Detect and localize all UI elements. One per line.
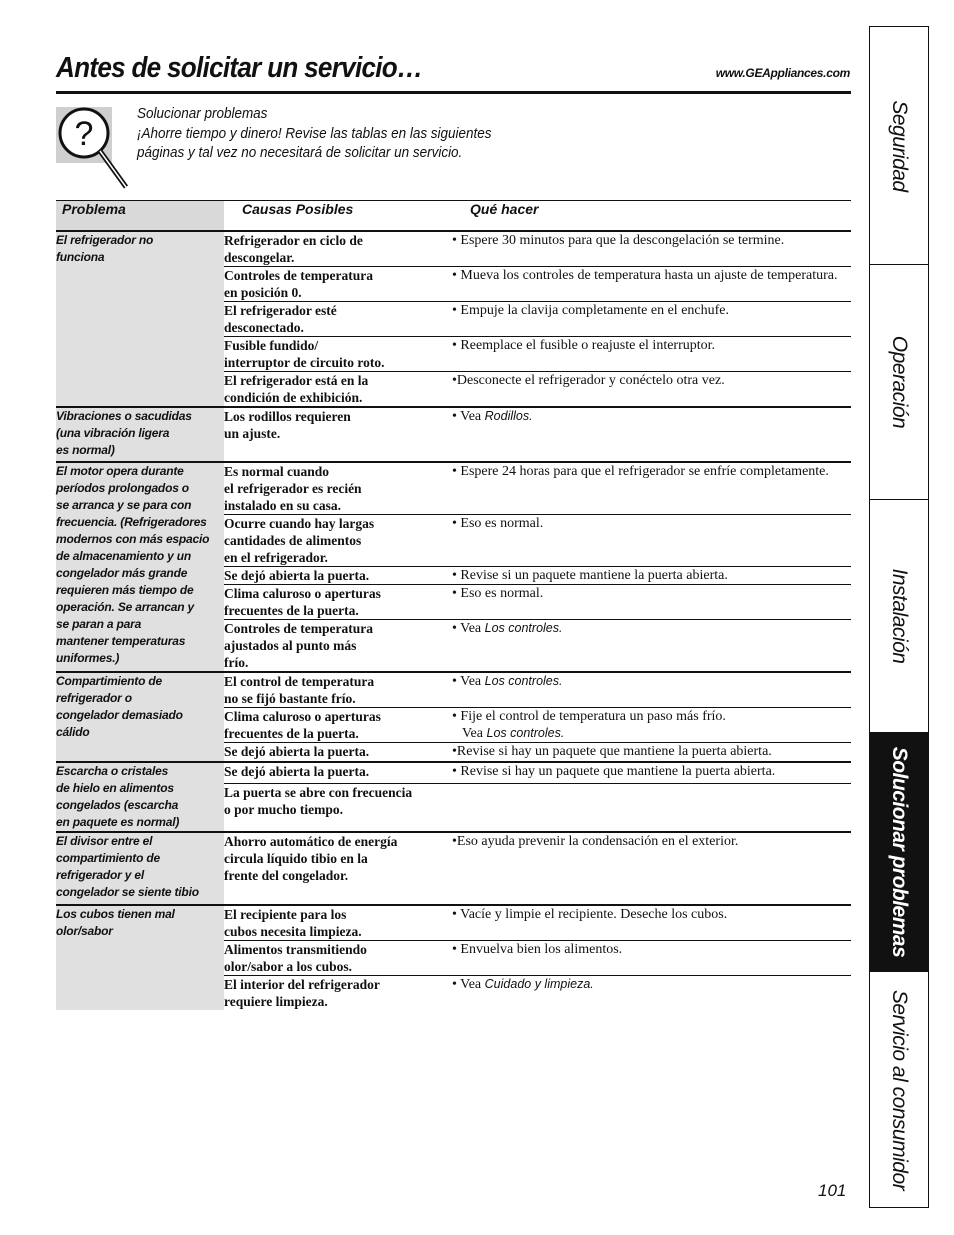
cause-cell: El recipiente para los cubos necesita limpieza. [224,905,452,941]
bullet: • [452,764,461,779]
page-number: 101 [818,1181,847,1200]
header-causes: Causas Posibles [224,201,452,232]
fix-text [452,232,851,249]
problem-cell: El divisor entre el compartimiento de refrigerador y el congelador se siente tibio [56,832,224,905]
fix-cell [452,832,851,905]
table-row [56,762,851,784]
fix-main-text: Vacíe y limpie el recipiente. Deseche los cubos. [460,907,728,922]
bullet: • [452,942,461,957]
problem-cell: Los cubos tienen mal olor/sabor [56,905,224,1010]
fix-cell [452,267,851,302]
troubleshooting-table [56,200,851,1010]
cause-cell: Controles de temperatura ajustados al punto más frío. [224,620,452,673]
fix-text [452,833,851,850]
fix-cell [452,708,851,743]
bullet: • [452,586,461,601]
header-fix: Qué hacer [452,201,851,232]
fix-cell [452,620,851,673]
fix-main-text: Mueva los controles de temperatura hasta un ajuste de temperatura. [460,268,838,283]
fix-main-text: Eso ayuda prevenir la condensación en el exterior. [456,834,739,849]
table-header-row [56,201,851,232]
cause-cell: Ocurre cuando hay largas cantidades de alimentos en el refrigerador. [224,515,452,567]
bullet: • [452,268,461,283]
tab-instalacion[interactable] [870,500,928,733]
cause-cell: Se dejó abierta la puerta. [224,762,452,784]
fix-main-text: Eso es normal. [460,586,544,601]
fix-reference-text: Cuidado y limpieza. [484,977,594,991]
fix-cell [452,337,851,372]
fix-reference-text: Rodillos. [484,409,533,423]
fix-main-text: Fije el control de temperatura un paso más frío. Vea [460,709,726,741]
cause-cell: Es normal cuando el refrigerador es recién instalado en su casa. [224,462,452,515]
fix-cell [452,372,851,408]
fix-cell [452,784,851,832]
table-row [56,832,851,905]
cause-cell: Los rodillos requieren un ajuste. [224,407,452,462]
fix-cell [452,462,851,515]
intro-line-1: Solucionar problemas [137,106,268,122]
fix-cell [452,743,851,763]
fix-main-text: Desconecte el refrigerador y conéctelo otra vez. [456,373,725,388]
cause-cell: Ahorro automático de energía circula líquido tibio en la frente del congelador. [224,832,452,905]
fix-cell [452,407,851,462]
fix-main-text: Vea [460,674,485,689]
tab-label: Servicio al consumidor [888,989,911,1190]
cause-cell: Alimentos transmitiendo olor/sabor a los cubos. [224,941,452,976]
fix-cell [452,762,851,784]
fix-main-text: Revise si hay un paquete que mantiene la puerta abierta. [460,764,776,779]
bullet: • [452,977,461,992]
fix-text [452,515,851,532]
fix-cell [452,672,851,708]
question-mark-magnifier-icon [56,107,132,191]
fix-text [452,463,851,480]
fix-main-text: Vea [460,409,485,424]
section-sidebar [869,26,929,1208]
fix-text [452,267,851,284]
intro-line-3: páginas y tal vez no necesitará de solicitar un servicio. [137,145,463,161]
bullet: • [452,621,461,636]
fix-main-text: Vea [460,977,485,992]
cause-cell: Se dejó abierta la puerta. [224,743,452,763]
fix-text [452,585,851,602]
bullet: • [452,568,461,583]
tab-solucionar-problemas[interactable] [870,733,928,972]
fix-main-text: Espere 30 minutos para que la descongelación se termine. [460,233,785,248]
intro-line-2: ¡Ahorre tiempo y dinero! Revise las tablas en las siguientes [137,125,492,142]
fix-cell [452,976,851,1011]
svg-text:?: ? [74,115,94,153]
bullet: • [452,373,457,388]
table-row [56,407,851,462]
problem-cell: El refrigerador no funciona [56,231,224,407]
bullet: • [452,744,457,759]
cause-cell: La puerta se abre con frecuencia o por mucho tiempo. [224,784,452,832]
cause-cell: El refrigerador esté desconectado. [224,302,452,337]
problem-cell: Vibraciones o sacudidas (una vibración ligera es normal) [56,407,224,462]
cause-cell: Refrigerador en ciclo de descongelar. [224,233,363,265]
problem-cell: El motor opera durante períodos prolongados o se arranca y se para con frecuencia. (Refrigeradores modernos con más espacio de almacenamiento y un congelador más grande requieren más tiempo de operación. Se arrancan y se paran a para mantener temperaturas uniformes.) [56,462,224,672]
bullet: • [452,674,461,689]
fix-reference-text: Los controles. [484,674,563,688]
page-title: Antes de solicitar un servicio… [56,52,423,84]
fix-main-text: Revise si hay un paquete que mantiene la puerta abierta. [456,744,772,759]
tab-label: Solucionar problemas [888,746,911,958]
table-row [56,231,851,267]
tab-label: Operación [888,335,911,429]
fix-main-text: Vea [460,621,485,636]
title-rule [56,91,851,94]
tab-servicio-al-consumidor[interactable] [870,972,928,1207]
fix-text [452,743,851,760]
cause-cell: Clima caluroso o aperturas frecuentes de la puerta. [224,708,452,743]
fix-text [452,302,851,319]
cause-cell: El refrigerador está en la condición de exhibición. [224,372,452,408]
fix-cell [452,567,851,585]
fix-cell [452,515,851,567]
fix-cell [452,905,851,941]
table-row [56,462,851,515]
bullet: • [452,303,461,318]
bullet: • [452,516,461,531]
fix-main-text: Envuelva bien los alimentos. [460,942,623,957]
fix-text [452,941,851,958]
fix-cell [452,231,851,267]
fix-text [452,906,851,923]
fix-text [452,372,851,389]
fix-main-text: Revise si un paquete mantiene la puerta abierta. [460,568,728,583]
bullet: • [452,409,461,424]
tab-operacion[interactable] [870,265,928,500]
fix-cell [452,302,851,337]
fix-main-text: Espere 24 horas para que el refrigerador se enfríe completamente. [460,464,829,479]
problem-cell: Compartimiento de refrigerador o congelador demasiado cálido [56,672,224,762]
cause-cell: Fusible fundido/ interruptor de circuito roto. [224,337,452,372]
fix-text [452,408,851,425]
tab-label: Instalación [888,568,911,664]
cause-cell: El interior del refrigerador requiere limpieza. [224,976,452,1011]
bullet: • [452,907,461,922]
fix-cell [452,941,851,976]
fix-main-text: Eso es normal. [460,516,544,531]
fix-text [452,567,851,584]
bullet: • [452,834,457,849]
problem-cell: Escarcha o cristales de hielo en alimentos congelados (escarcha en paquete es normal) [56,762,224,832]
tab-seguridad[interactable] [870,27,928,265]
bullet: • [452,233,461,248]
cause-cell: El control de temperatura no se fijó bastante frío. [224,672,452,708]
intro-text [137,105,492,164]
fix-cell [452,585,851,620]
cause-cell: Clima caluroso o aperturas frecuentes de la puerta. [224,585,452,620]
fix-main-text: Empuje la clavija completamente en el enchufe. [460,303,730,318]
fix-text [452,673,851,690]
fix-text [452,976,851,993]
table-row [56,905,851,941]
fix-reference-text: Los controles. [484,621,563,635]
table-row [56,672,851,708]
cause-cell: Controles de temperatura en posición 0. [224,267,452,302]
website-url[interactable]: www.GEAppliances.com [715,66,850,80]
bullet: • [452,709,461,724]
fix-text [452,337,851,354]
fix-text [452,620,851,637]
header-problem: Problema [56,201,224,232]
fix-main-text: Reemplace el fusible o reajuste el interruptor. [460,338,716,353]
bullet: • [452,464,461,479]
cause-cell: Se dejó abierta la puerta. [224,567,452,585]
fix-reference-text: Los controles. [486,726,565,740]
fix-text [452,708,851,742]
bullet: • [452,338,461,353]
fix-text [452,763,851,780]
tab-label: Seguridad [888,99,911,192]
